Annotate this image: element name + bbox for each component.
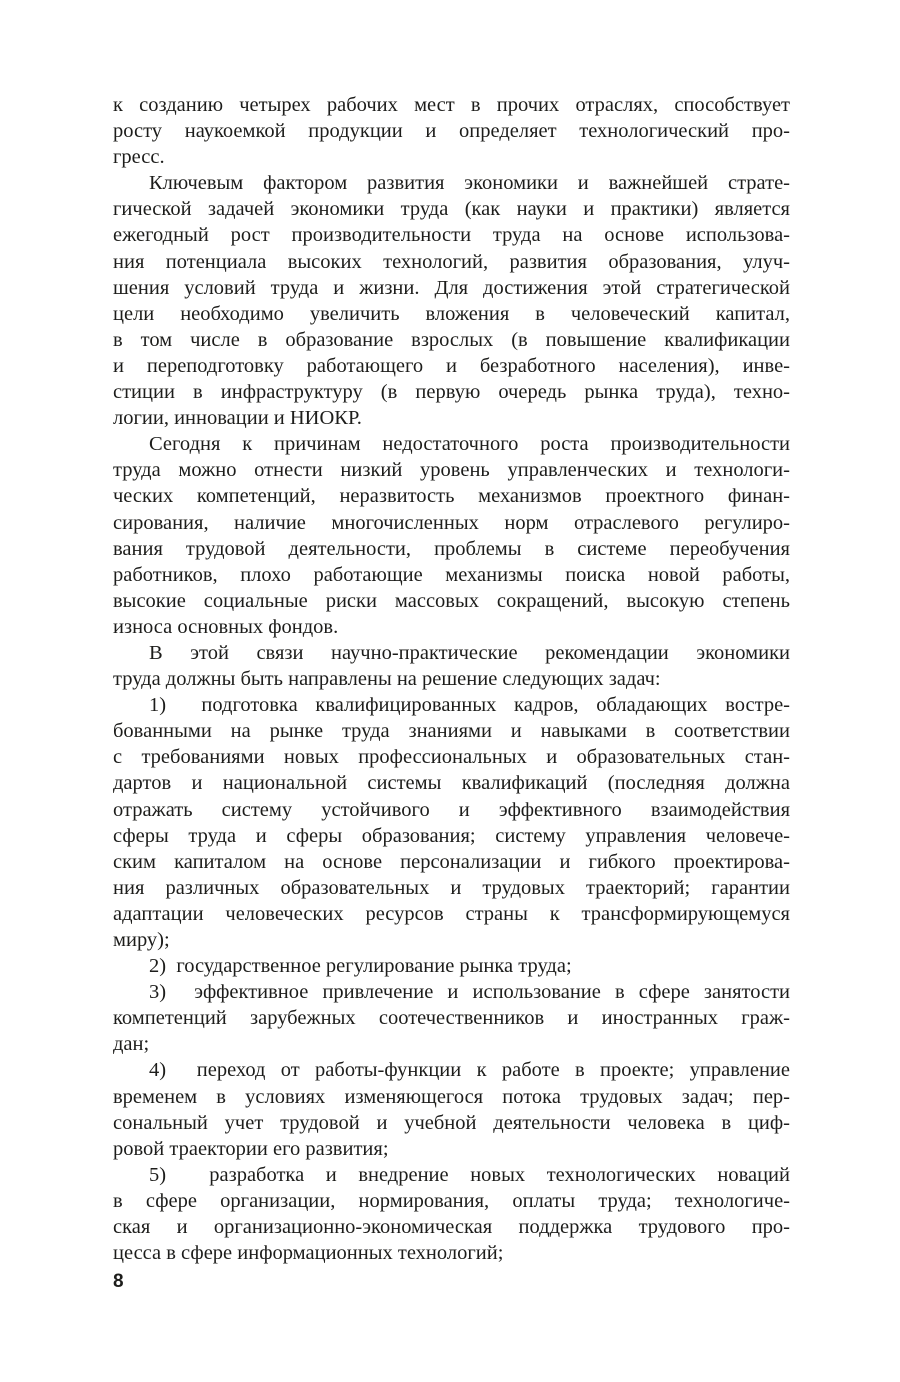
paragraph [113, 1162, 790, 1266]
text-line: высокие социальные риски массовых сокращений, высокую степень [113, 589, 790, 612]
text-line: адаптации человеческих ресурсов страны к трансформирующемуся [113, 902, 790, 925]
text-line: цели необходимо увеличить вложения в человеческий капитал, [113, 302, 790, 325]
text-line: сферы труда и сферы образования; систему управления человече- [113, 824, 790, 847]
text-line: ния различных образовательных и трудовых траекторий; гарантии [113, 876, 790, 899]
text-line: миру); [113, 929, 170, 951]
text-line: ровой траектории его развития; [113, 1137, 389, 1160]
text-line: логии, инновации и НИОКР. [113, 407, 362, 430]
text-line: 3) эффективное привлечение и использование в сфере занятости [149, 981, 790, 1004]
paragraph [113, 979, 790, 1057]
text-line: Ключевым фактором развития экономики и важнейшей страте- [149, 172, 790, 195]
text-line: с требованиями новых профессиональных и образовательных стан- [113, 746, 790, 769]
text-line: износа основных фондов. [113, 615, 339, 638]
text-line: 2) государственное регулирование рынка труда; [149, 955, 572, 978]
text-line: труда можно отнести низкий уровень управленческих и технологи- [113, 459, 790, 482]
text-line: 5) разработка и внедрение новых технологических новаций [149, 1163, 790, 1186]
text-line: дан; [113, 1033, 150, 1056]
text-line: и переподготовку работающего и безработного населения), инве- [113, 354, 790, 377]
text-line: ским капиталом на основе персонализации и гибкого проектирова- [113, 850, 790, 873]
text-line: в сфере организации, нормирования, оплаты труда; технологиче- [113, 1189, 790, 1212]
text-line: отражать систему устойчивого и эффективного взаимодействия [113, 798, 790, 821]
text-line: дартов и национальной системы квалификаций (последняя должна [113, 772, 790, 795]
text-line: работников, плохо работающие механизмы поиска новой работы, [113, 563, 790, 586]
text-line: сональный учет трудовой и учебной деятельности человека в циф- [113, 1111, 790, 1134]
text-line: цесса в сфере информационных технологий; [113, 1242, 504, 1265]
text-line: в том числе в образование взрослых (в повышение квалификации [113, 328, 790, 351]
text-line: стиции в инфраструктуру (в первую очередь рынка труда), техно- [113, 381, 790, 404]
text-line: к созданию четырех рабочих мест в прочих отраслях, способствует [113, 94, 790, 116]
text-line: временем в условиях изменяющегося потока трудовых задач; пер- [113, 1085, 790, 1108]
paragraph [113, 953, 790, 979]
text-line: ческих компетенций, неразвитость механизмов проектного финан- [113, 485, 790, 508]
paragraph [113, 692, 790, 953]
text-line: ежегодный рост производительности труда на основе использова- [113, 224, 790, 247]
text-line: Сегодня к причинам недостаточного роста производительности [149, 433, 790, 456]
text-line: 4) переход от работы-функции к работе в проекте; управление [149, 1059, 790, 1082]
text-line: В этой связи научно-практические рекомендации экономики [149, 641, 790, 664]
paragraph [113, 92, 790, 170]
text-line: компетенций зарубежных соотечественников и иностранных граж- [113, 1007, 790, 1030]
text-line: росту наукоемкой продукции и определяет технологический про- [113, 120, 790, 143]
paragraph [113, 431, 790, 640]
text-line: ния потенциала высоких технологий, развития образования, улуч- [113, 250, 790, 273]
text-block [113, 92, 790, 1266]
text-line: сирования, наличие многочисленных норм отраслевого регулиро- [113, 511, 790, 534]
text-line: шения условий труда и жизни. Для достижения этой стратегической [113, 276, 790, 299]
text-line: труда должны быть направлены на решение следующих задач: [113, 668, 661, 691]
text-line: вания трудовой деятельности, проблемы в системе переобучения [113, 537, 790, 560]
text-line: ская и организационно-экономическая поддержка трудового про- [113, 1216, 790, 1239]
page-number: 8 [113, 1271, 124, 1292]
text-line: бованными на рынке труда знаниями и навыками в соответствии [113, 720, 790, 743]
paragraph [113, 170, 790, 431]
paragraph [113, 640, 790, 692]
text-line: 1) подготовка квалифицированных кадров, обладающих востре- [149, 694, 790, 717]
text-line: гической задачей экономики труда (как науки и практики) является [113, 198, 790, 221]
paragraph [113, 1057, 790, 1161]
text-line: гресс. [113, 146, 165, 169]
